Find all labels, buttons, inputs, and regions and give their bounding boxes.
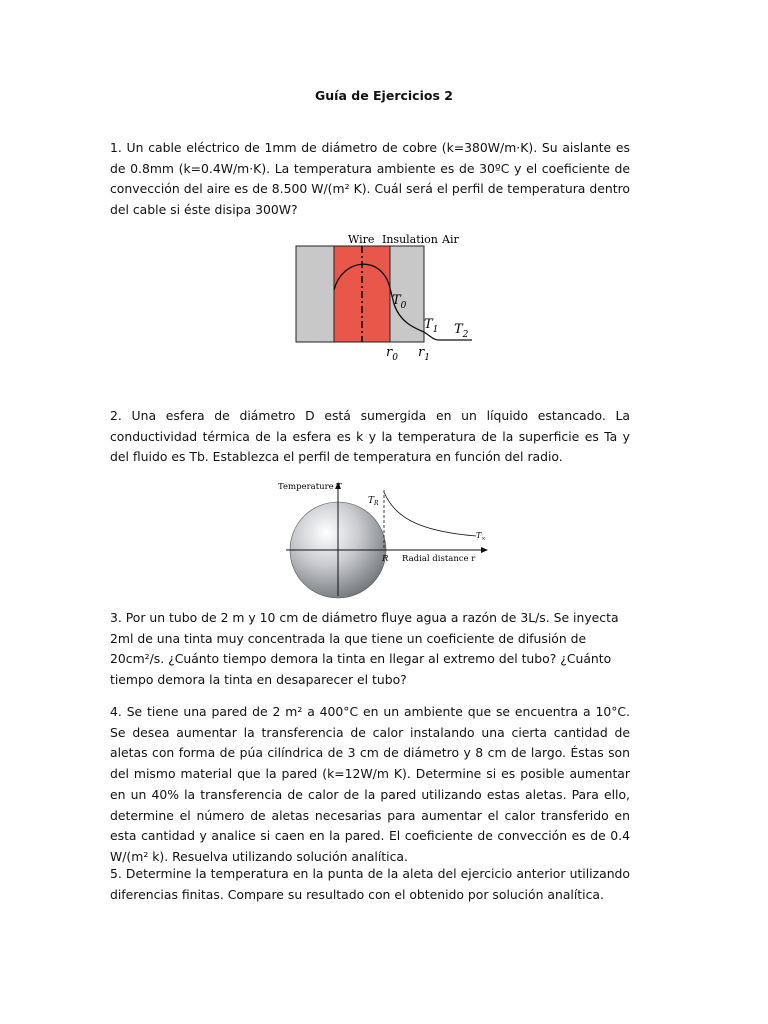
left-insulation-band — [296, 246, 334, 342]
exercise-5-text: 5. Determine la temperatura en la punta de la aleta del ejercicio anterior utilizando diferencias finitas. Compare su resultado con el obtenido por solución analítica. — [110, 866, 630, 902]
exercise-4-text: 4. Se tiene una pared de 2 m² a 400°C en un ambiente que se encuentra a 10°C. Se desea aumentar la transferencia de calor instalando una cierta cantidad de aletas con forma de púa cilíndrica de 3 cm de diámetro y 8 cm de largo. Éstas son del mismo material que la pared (k=12W/m K). Determine si es posible aumentar en un 40% la transferencia de calor de la pared utilizando estas aletas. Para ello, determine el número de aletas necesarias para aumentar el calor transferido en esta cantidad y analice si caen en la pared. El coeficiente de convección es de 0.4 W/(m² k). Resuelva utilizando solución analítica. — [110, 704, 630, 864]
t2-label: $T_2$ — [454, 322, 469, 340]
air-header: Air — [442, 233, 459, 246]
sphere-temperature-figure — [276, 476, 496, 600]
y-axis-label: Temperature T — [278, 482, 343, 492]
r-label: R — [382, 554, 389, 564]
exercise-2-text: 2. Una esfera de diámetro D está sumergida en un líquido estancado. La conductividad térmica de la esfera es k y la temperatura de la superficie es Ta y del fluido es Tb. Establezca el perfil de temperatura en función del radio. — [110, 408, 630, 465]
t1-label: $T_1$ — [424, 317, 439, 335]
insulation-header: Insulation — [382, 233, 438, 246]
wire-insulation-figure — [290, 230, 480, 370]
r0-label: $r_0$ — [386, 345, 398, 363]
exercise-1-text: 1. Un cable eléctrico de 1mm de diámetro de cobre (k=380W/m·K). Su aislante es de 0.8mm (k=0.4W/m·K). La temperatura ambiente es de 30ºC y el coeficiente de convección del aire es de 8.500 W/(m² K). Cuál será el perfil de temperatura dentro del cable si éste disipa 300W? — [110, 140, 630, 218]
x-axis-arrow-icon — [481, 547, 488, 553]
r1-label: $r_1$ — [418, 345, 430, 363]
tr-label: $T_R$ — [368, 496, 379, 507]
t-inf-label: $T_\infty$ — [476, 531, 486, 542]
x-axis-label: Radial distance r — [402, 554, 476, 564]
document-title: Guía de Ejercicios 2 — [315, 88, 453, 103]
t0-label: $T_0$ — [392, 293, 407, 311]
exercise-3-text: 3. Por un tubo de 2 m y 10 cm de diámetro fluye agua a razón de 3L/s. Se inyecta 2ml de una tinta muy concentrada la que tiene un coeficiente de difusión de 20cm²/s. ¿Cuánto tiempo demora la tinta en llegar al extremo del tubo? ¿Cuánto tiempo demora la tinta en desaparecer el tubo? — [110, 610, 619, 688]
decay-curve — [384, 492, 476, 536]
wire-header: Wire — [348, 233, 375, 246]
